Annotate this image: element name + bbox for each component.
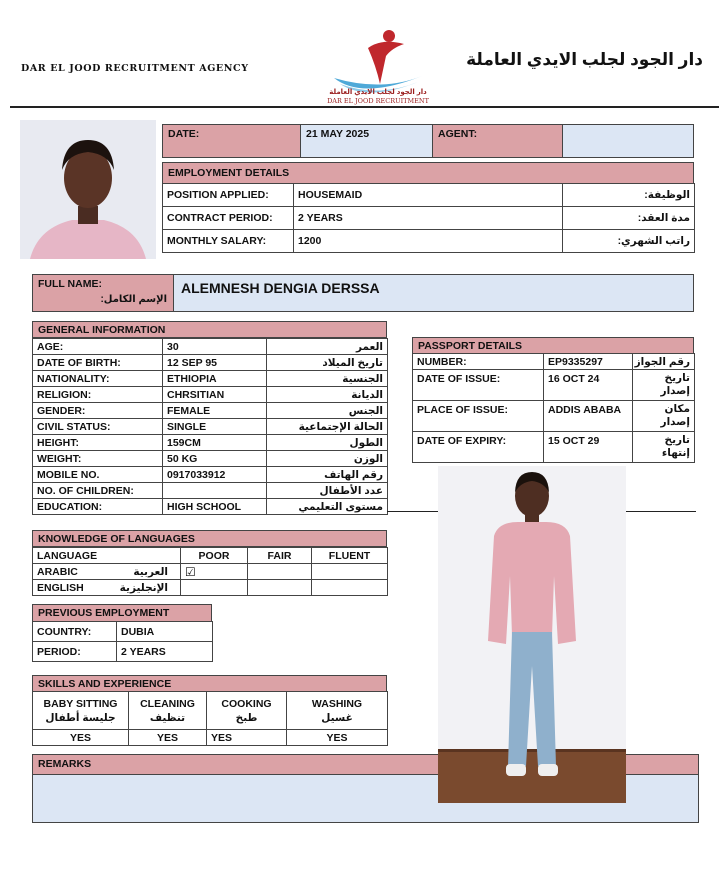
height-value: 159CM	[163, 435, 267, 451]
position-label: POSITION APPLIED:	[163, 184, 294, 207]
previous-employment-title: PREVIOUS EMPLOYMENT	[32, 604, 212, 622]
issue-date-label-ar: تاريخ إصدار	[633, 370, 695, 401]
education-label: EDUCATION:	[33, 499, 163, 515]
english-poor-cell	[181, 580, 248, 596]
weight-label-ar: الوزن	[267, 451, 388, 467]
nationality-label-ar: الجنسية	[267, 371, 388, 387]
dob-label: DATE OF BIRTH:	[33, 355, 163, 371]
dob-label-ar: تاريخ الميلاد	[267, 355, 388, 371]
nationality-label: NATIONALITY:	[33, 371, 163, 387]
table-row	[163, 230, 695, 253]
height-label: HEIGHT:	[33, 435, 163, 451]
issue-place-label-ar: مكان إصدار	[633, 401, 695, 432]
section-divider-left	[387, 511, 439, 512]
religion-value: CHRSITIAN	[163, 387, 267, 403]
full-name-value: ALEMNESH DENGIA DERSSA	[181, 280, 380, 296]
expiry-date-value: 15 OCT 29	[544, 432, 633, 463]
skill-washing: WASHING غسيل	[287, 692, 388, 730]
language-arabic: ARABIC العربية	[33, 564, 181, 580]
full-name-label-ar: الإسم الكامل:	[100, 294, 167, 305]
skill-washing-value: YES	[287, 730, 388, 746]
position-value: HOUSEMAID	[294, 184, 563, 207]
table-row	[163, 207, 695, 230]
agency-name-en: DAR EL JOOD RECRUITMENT AGENCY	[21, 63, 249, 74]
skill-cooking: COOKING طبخ	[207, 692, 287, 730]
agent-label: AGENT:	[432, 124, 563, 158]
table-row	[33, 564, 388, 580]
arabic-poor-check: ☑	[181, 564, 248, 580]
age-label: AGE:	[33, 339, 163, 355]
mobile-label-ar: رقم الهاتف	[267, 467, 388, 483]
language-english: ENGLISH الإنجليزية	[33, 580, 181, 596]
table-row	[33, 451, 388, 467]
prev-period-value: 2 YEARS	[117, 642, 213, 662]
fluent-col-header: FLUENT	[312, 548, 388, 564]
salary-value: 1200	[294, 230, 563, 253]
education-label-ar: مستوى التعليمي	[267, 499, 388, 515]
table-row	[33, 387, 388, 403]
contract-label-ar: مدة العقد:	[563, 207, 695, 230]
skills-title: SKILLS AND EXPERIENCE	[32, 675, 387, 692]
nationality-value: ETHIOPIA	[163, 371, 267, 387]
table-row	[33, 580, 388, 596]
table-row	[33, 622, 213, 642]
skill-cleaning-value: YES	[129, 730, 207, 746]
general-info-table	[32, 338, 388, 515]
issue-date-value: 16 OCT 24	[544, 370, 633, 401]
prev-country-value: DUBIA	[117, 622, 213, 642]
skills-table	[32, 691, 388, 746]
languages-table	[32, 547, 388, 596]
skill-baby-sitting-value: YES	[33, 730, 129, 746]
height-label-ar: الطول	[267, 435, 388, 451]
table-row	[33, 403, 388, 419]
weight-label: WEIGHT:	[33, 451, 163, 467]
gender-label: GENDER:	[33, 403, 163, 419]
passport-number-label-ar: رقم الجواز	[633, 354, 695, 370]
employment-details-title: EMPLOYMENT DETAILS	[162, 162, 694, 184]
education-value: HIGH SCHOOL	[163, 499, 267, 515]
table-row	[33, 419, 388, 435]
skill-baby-sitting: BABY SITTING جليسة أطفال	[33, 692, 129, 730]
prev-country-label: COUNTRY:	[33, 622, 117, 642]
previous-employment-table	[32, 621, 213, 662]
issue-date-label: DATE OF ISSUE:	[413, 370, 544, 401]
prev-period-label: PERIOD:	[33, 642, 117, 662]
header-divider	[10, 106, 719, 108]
religion-label: RELIGION:	[33, 387, 163, 403]
salary-label-ar: راتب الشهري:	[563, 230, 695, 253]
logo-caption-ar: دار الجود لجلب الايدي العاملة	[329, 89, 427, 96]
general-info-title: GENERAL INFORMATION	[32, 321, 387, 338]
full-name-label-box	[32, 274, 174, 312]
table-row	[413, 432, 695, 463]
table-row	[33, 355, 388, 371]
contract-label: CONTRACT PERIOD:	[163, 207, 294, 230]
table-row	[413, 370, 695, 401]
mobile-label: MOBILE NO.	[33, 467, 163, 483]
issue-place-value: ADDIS ABABA	[544, 401, 633, 432]
english-fair-cell	[248, 580, 312, 596]
religion-label-ar: الديانة	[267, 387, 388, 403]
table-row	[33, 692, 388, 730]
date-label: DATE:	[162, 124, 301, 158]
table-row	[33, 483, 388, 499]
passport-number-value: EP9335297	[544, 354, 633, 370]
issue-place-label: PLACE OF ISSUE:	[413, 401, 544, 432]
employment-details-table	[162, 183, 695, 253]
full-name-label: FULL NAME:	[38, 278, 102, 290]
weight-value: 50 KG	[163, 451, 267, 467]
expiry-date-label-ar: تاريخ إنتهاء	[633, 432, 695, 463]
table-row	[413, 401, 695, 432]
table-row	[33, 642, 213, 662]
table-row	[33, 548, 388, 564]
table-row	[33, 339, 388, 355]
contract-value: 2 YEARS	[294, 207, 563, 230]
full-name-value-box	[173, 274, 694, 312]
table-row	[33, 730, 388, 746]
language-col-header: LANGUAGE	[33, 548, 181, 564]
children-value	[163, 483, 267, 499]
skill-cleaning: CLEANING تنظيف	[129, 692, 207, 730]
remarks-title: REMARKS	[32, 754, 699, 775]
civil-status-label: CIVIL STATUS:	[33, 419, 163, 435]
table-row	[163, 184, 695, 207]
arabic-fair-cell	[248, 564, 312, 580]
logo-caption-en: DAR EL JOOD RECRUITMENT	[327, 97, 429, 105]
children-label: NO. OF CHILDREN:	[33, 483, 163, 499]
gender-label-ar: الجنس	[267, 403, 388, 419]
agency-name-ar: دار الجود لجلب الايدي العاملة	[466, 50, 703, 69]
children-label-ar: عدد الأطفال	[267, 483, 388, 499]
agent-value	[562, 124, 694, 158]
civil-status-label-ar: الحالة الإجتماعية	[267, 419, 388, 435]
table-row	[33, 499, 388, 515]
languages-title: KNOWLEDGE OF LANGUAGES	[32, 530, 387, 547]
age-value: 30	[163, 339, 267, 355]
poor-col-header: POOR	[181, 548, 248, 564]
expiry-date-label: DATE OF EXPIRY:	[413, 432, 544, 463]
gender-value: FEMALE	[163, 403, 267, 419]
position-label-ar: الوظيفة:	[563, 184, 695, 207]
age-label-ar: العمر	[267, 339, 388, 355]
mobile-value: 0917033912	[163, 467, 267, 483]
section-divider-right	[626, 511, 696, 512]
passport-details-table	[412, 353, 695, 463]
table-row	[33, 467, 388, 483]
dob-value: 12 SEP 95	[163, 355, 267, 371]
date-value: 21 MAY 2025	[300, 124, 433, 158]
english-fluent-cell	[312, 580, 388, 596]
salary-label: MONTHLY SALARY:	[163, 230, 294, 253]
table-row	[413, 354, 695, 370]
fair-col-header: FAIR	[248, 548, 312, 564]
passport-details-title: PASSPORT DETAILS	[412, 337, 694, 354]
civil-status-value: SINGLE	[163, 419, 267, 435]
passport-number-label: NUMBER:	[413, 354, 544, 370]
applicant-photo-portrait	[20, 120, 156, 259]
arabic-fluent-cell	[312, 564, 388, 580]
skill-cooking-value: YES	[207, 730, 287, 746]
table-row	[33, 435, 388, 451]
table-row	[33, 371, 388, 387]
applicant-photo-full-body	[438, 466, 626, 803]
